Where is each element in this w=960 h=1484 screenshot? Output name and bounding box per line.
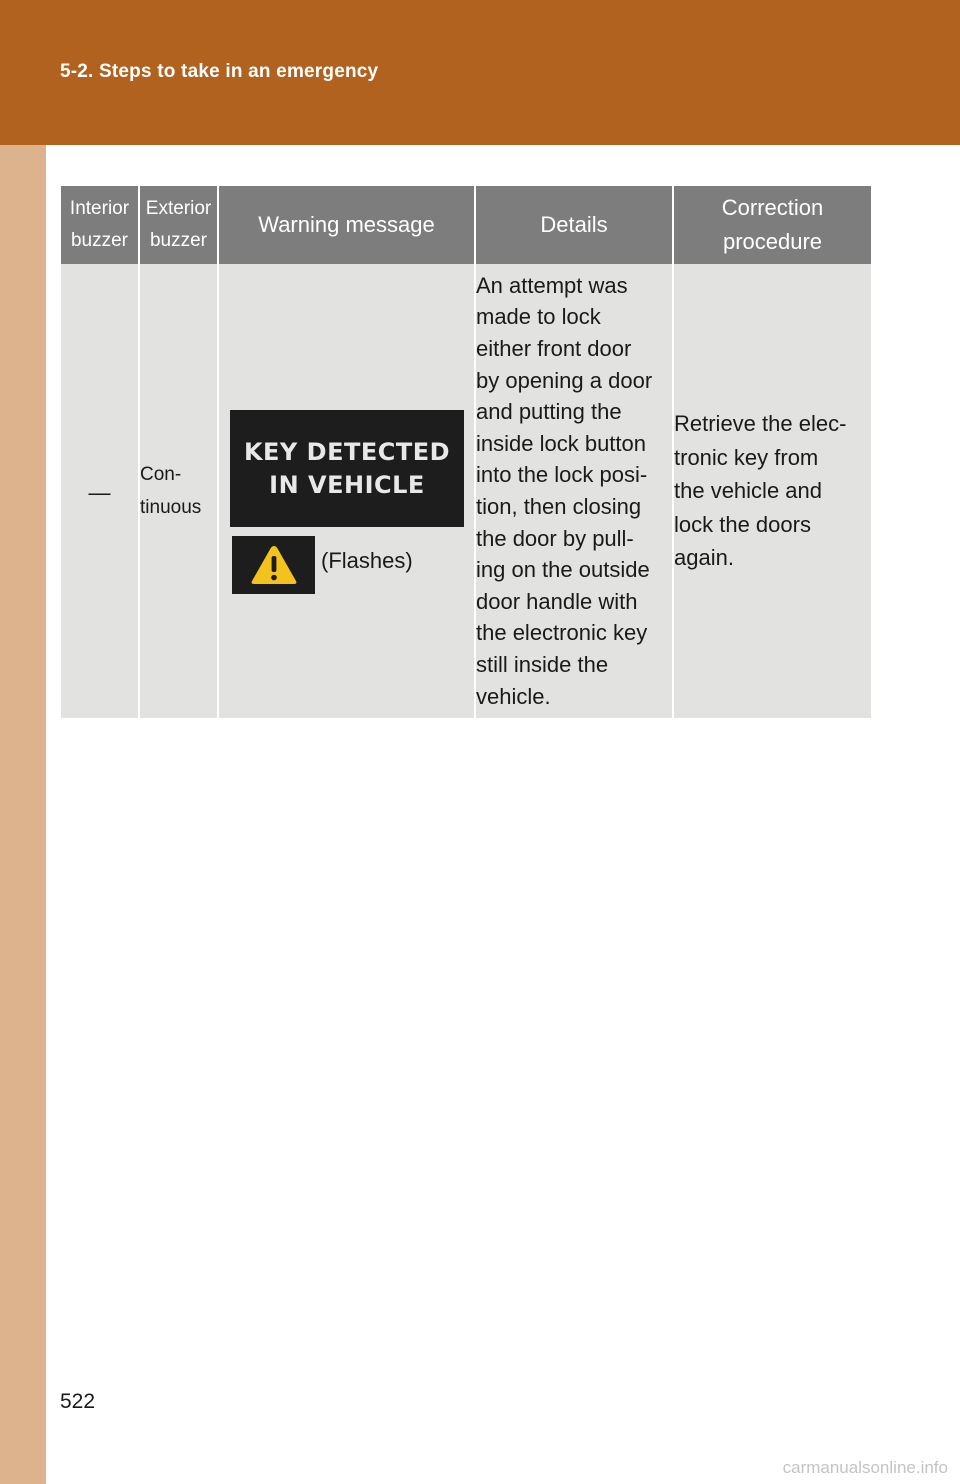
multi-info-display <box>230 410 464 527</box>
watermark: carmanualsonline.info <box>782 1458 948 1477</box>
display-line-2: IN VEHICLE <box>269 470 425 499</box>
interior-buzzer-value: — <box>88 480 111 505</box>
flashes-note: (Flashes) <box>321 548 413 573</box>
header-interior-buzzer: Interior buzzer <box>61 186 139 264</box>
cell-exterior-buzzer <box>139 264 218 718</box>
header-warning-message: Warning message <box>218 186 475 264</box>
side-tab-strip <box>0 145 46 1484</box>
cell-details: An attempt was made to lock either front door by opening a door and putting the inside lock button into the lock posi- tion, then closing the door by pull- ing on the outside door handle with the electronic key still inside the vehicle. <box>475 264 673 718</box>
warning-triangle-icon <box>232 536 315 594</box>
header-correction-procedure: Correction procedure <box>673 186 871 264</box>
table-header-row <box>61 186 871 264</box>
page-number: 522 <box>60 1390 96 1413</box>
warning-table <box>61 186 871 718</box>
cell-interior-buzzer <box>61 264 139 718</box>
table-row <box>61 264 871 718</box>
cell-correction-procedure: Retrieve the elec- tronic key from the vehicle and lock the doors again. <box>673 264 871 718</box>
header-exterior-buzzer: Exterior buzzer <box>139 186 218 264</box>
display-line-1: KEY DETECTED <box>243 437 451 466</box>
chapter-title: 5-2. Steps to take in an emergency <box>60 61 379 82</box>
chapter-header <box>0 0 960 145</box>
cell-warning-message <box>218 264 475 718</box>
exterior-buzzer-line-2: tinuous <box>140 497 202 518</box>
exterior-buzzer-line-1: Con- <box>140 464 182 485</box>
header-details: Details <box>475 186 673 264</box>
